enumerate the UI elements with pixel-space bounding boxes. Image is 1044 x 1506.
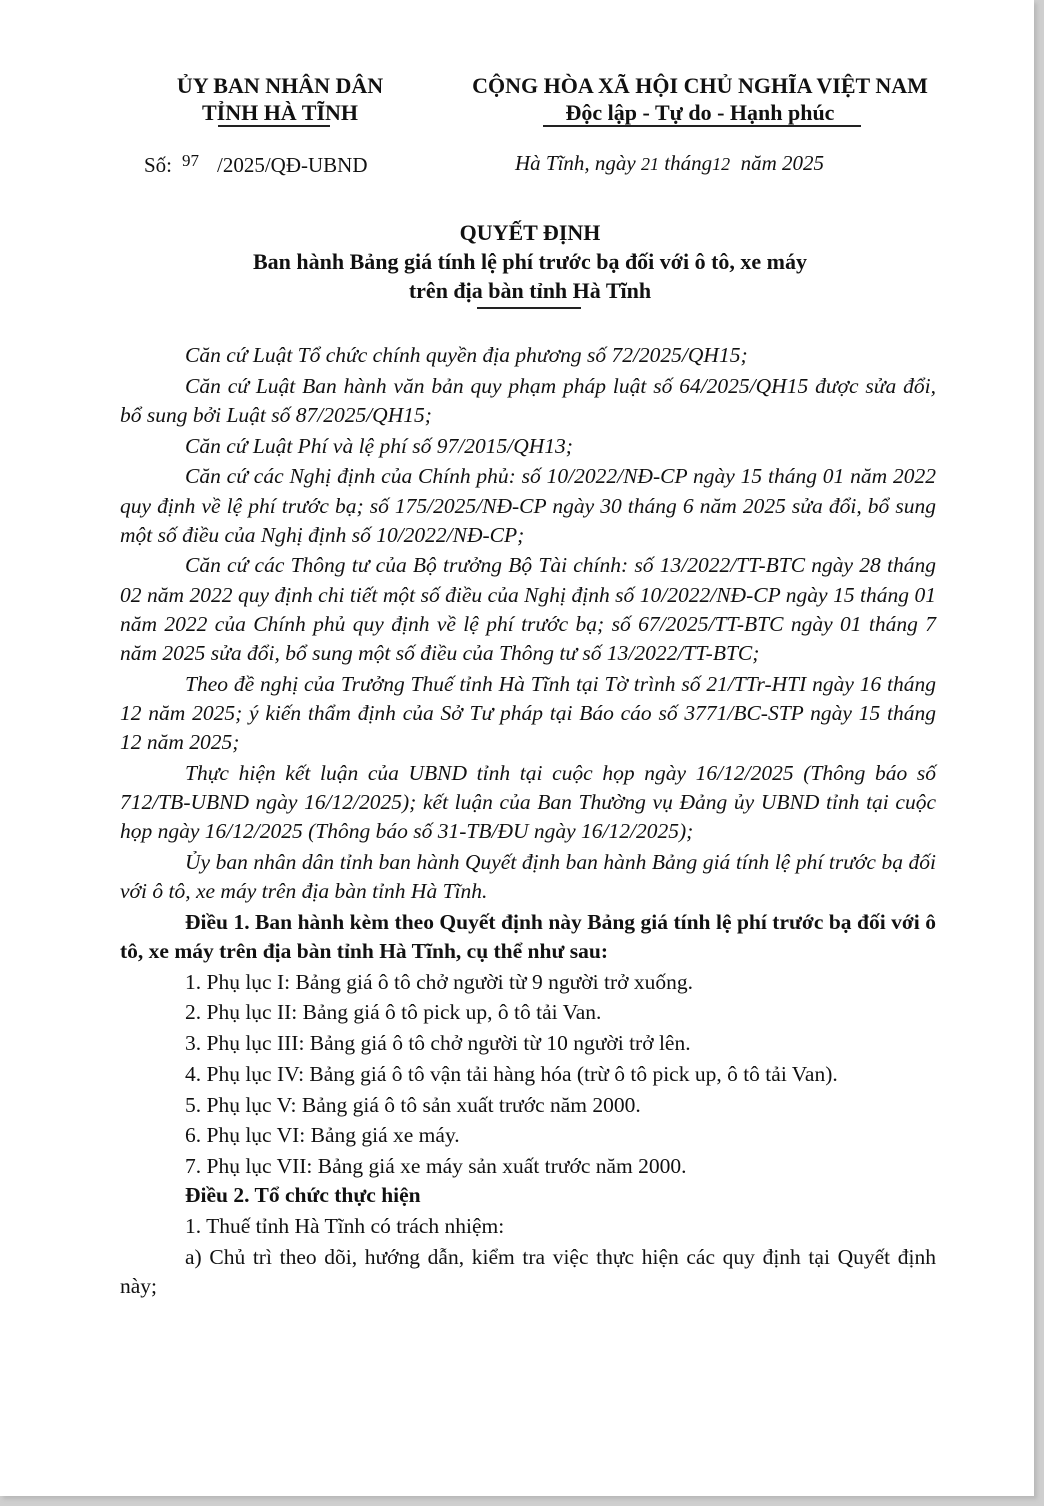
national-motto xyxy=(440,72,960,126)
title-underline xyxy=(477,307,581,309)
preamble-clause: Căn cứ các Thông tư của Bộ trưởng Bộ Tài chính: số 13/2022/TT-BTC ngày 28 tháng 02 năm 2022 quy định chi tiết một số điều của Nghị định số 10/2022/NĐ-CP ngày 15 tháng 01 năm 2022 của Chính phủ quy định về lệ phí trước bạ; số 67/2025/TT-BTC ngày 01 tháng 7 năm 2025 sửa đổi, bổ sung một số điều của Thông tư số 13/2022/TT-BTC; xyxy=(120,553,936,666)
preamble-clause: Thực hiện kết luận của UBND tỉnh tại cuộc họp ngày 16/12/2025 (Thông báo số 712/TB-UBND ngày 16/12/2025); kết luận của Ban Thường vụ Đảng ủy UBND tỉnh tại cuộc họp ngày 16/12/2025 (Thông báo số 31-TB/ĐU ngày 16/12/2025); xyxy=(120,760,936,844)
appendix-item: 6. Phụ lục VI: Bảng giá xe máy. xyxy=(185,1123,460,1148)
number-suffix: /2025/QĐ-UBND xyxy=(217,153,368,177)
article-2-item: a) Chủ trì theo dõi, hướng dẫn, kiểm tra việc thực hiện các quy định tại Quyết định này; xyxy=(120,1244,936,1298)
document-date xyxy=(515,151,824,176)
appendix-item: 2. Phụ lục II: Bảng giá ô tô pick up, ô tô tải Van. xyxy=(185,1000,602,1025)
document-number xyxy=(144,151,368,178)
date-prefix: Hà Tĩnh, ngày xyxy=(515,151,636,175)
number-value: 97 xyxy=(182,151,200,170)
preamble-clause: Căn cứ các Nghị định của Chính phủ: số 10/2022/NĐ-CP ngày 15 tháng 01 năm 2022 quy định về lệ phí trước bạ; số 175/2025/NĐ-CP ngày 30 tháng 6 năm 2025 sửa đổi, bổ sung một số điều của Nghị định số 10/2022/NĐ-CP; xyxy=(120,464,936,547)
motto-underline xyxy=(543,125,861,127)
date-year-label: năm xyxy=(740,151,777,175)
preamble-clause: Căn cứ Luật Tổ chức chính quyền địa phương số 72/2025/QH15; xyxy=(185,343,748,367)
appendix-item: 4. Phụ lục IV: Bảng giá ô tô vận tải hàng hóa (trừ ô tô pick up, ô tô tải Van). xyxy=(185,1061,838,1086)
preamble-clause: Căn cứ Luật Ban hành văn bản quy phạm pháp luật số 64/2025/QH15 được sửa đổi, bổ sung bởi Luật số 87/2025/QH15; xyxy=(120,373,936,427)
authority-underline xyxy=(218,125,330,127)
nation-motto: Độc lập - Tự do - Hạnh phúc xyxy=(565,100,835,125)
title-subtitle-2: trên địa bàn tỉnh Hà Tĩnh xyxy=(408,278,652,303)
number-label: Số: xyxy=(144,153,173,177)
authority-province: TỈNH HÀ TĨNH xyxy=(201,100,359,125)
date-year: 2025 xyxy=(782,151,825,175)
authority-name: ỦY BAN NHÂN DÂN xyxy=(176,73,384,98)
document-body xyxy=(120,341,936,1301)
appendix-item: 1. Phụ lục I: Bảng giá ô tô chở người từ 9 người trở xuống. xyxy=(185,969,694,994)
title-heading: QUYẾT ĐỊNH xyxy=(459,220,601,245)
issuing-authority xyxy=(135,72,425,126)
title-subtitle-1: Ban hành Bảng giá tính lệ phí trước bạ đối với ô tô, xe máy xyxy=(252,249,808,274)
preamble-clause: Theo đề nghị của Trưởng Thuế tỉnh Hà Tĩnh tại Tờ trình số 21/TTr-HTI ngày 16 tháng 12 năm 2025; ý kiến thẩm định của Sở Tư pháp tại Báo cáo số 3771/BC-STP ngày 15 tháng 12 năm 2025; xyxy=(120,671,936,755)
date-day: 21 xyxy=(641,154,659,174)
document-title xyxy=(160,218,900,305)
nation-name: CỘNG HÒA XÃ HỘI CHỦ NGHĨA VIỆT NAM xyxy=(472,73,928,98)
date-month: 12 xyxy=(712,154,731,174)
article-1-heading: Điều 1. Ban hành kèm theo Quyết định này Bảng giá tính lệ phí trước bạ đối với ô tô, xe máy trên địa bàn tỉnh Hà Tĩnh, cụ thể như sau: xyxy=(120,909,936,964)
appendix-item: 5. Phụ lục V: Bảng giá ô tô sản xuất trước năm 2000. xyxy=(185,1092,641,1117)
article-2-heading: Điều 2. Tổ chức thực hiện xyxy=(185,1183,421,1208)
date-month-label: tháng xyxy=(664,151,713,175)
article-2-item: 1. Thuế tỉnh Hà Tĩnh có trách nhiệm: xyxy=(185,1213,505,1238)
preamble-clause: Ủy ban nhân dân tỉnh ban hành Quyết định ban hành Bảng giá tính lệ phí trước bạ đối với ô tô, xe máy trên địa bàn tỉnh Hà Tĩnh. xyxy=(120,849,936,904)
appendix-item: 3. Phụ lục III: Bảng giá ô tô chở người từ 10 người trở lên. xyxy=(185,1031,691,1056)
preamble-clause: Căn cứ Luật Phí và lệ phí số 97/2015/QH13; xyxy=(185,433,573,458)
appendix-item: 7. Phụ lục VII: Bảng giá xe máy sản xuất trước năm 2000. xyxy=(185,1153,687,1178)
